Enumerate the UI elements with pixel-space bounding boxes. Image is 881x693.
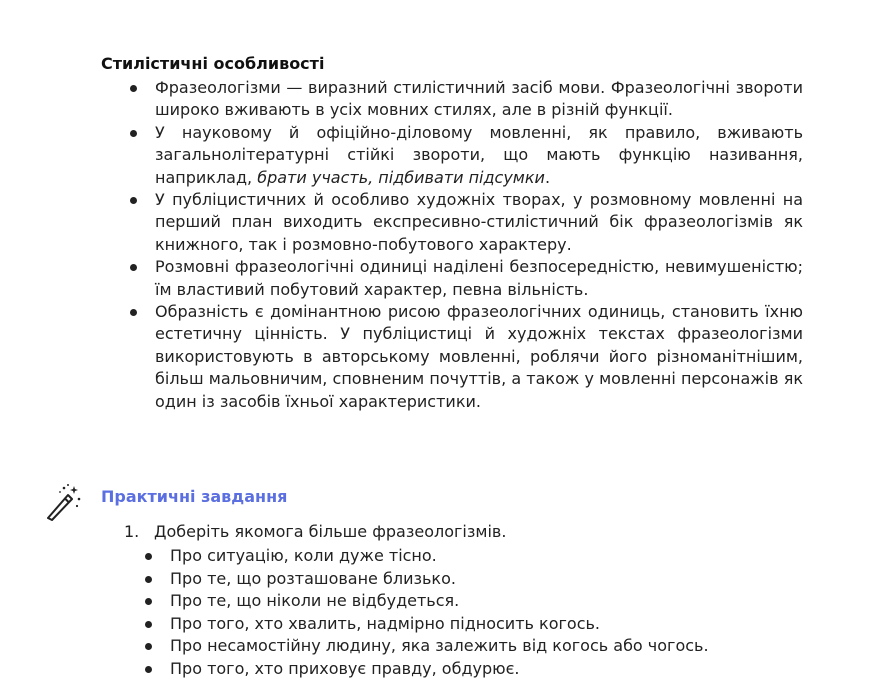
bullet-icon	[145, 666, 152, 673]
magic-wand-icon	[44, 482, 84, 522]
list-item-text: Розмовні фразеологічні одиниці наділені безпосередністю, невимушеністю; їм властивий побутовий характер, певна вільність.	[155, 257, 803, 299]
task-item	[124, 521, 506, 543]
list-item-text-end: .	[544, 167, 551, 187]
bullet-icon	[130, 130, 137, 137]
task-number: 1.	[124, 522, 140, 541]
list-item-text: Про несамостійну людину, яка залежить від когось або чогось.	[170, 636, 709, 656]
list-item	[140, 613, 709, 636]
list-item-text: Образність є домінантною рисою фразеологічних одиниць, становить їхню естетичну цінність. У публіцистиці й художніх текстах фразеологізми використовують в авторському мовленні, роблячи його різноманітнішим, більш мальовничим, сповненим почуттів, а також у мовленні персонажів як один із засобів їхньої характеристики.	[155, 302, 803, 411]
bullet-icon	[130, 85, 137, 92]
bullet-icon	[145, 598, 152, 605]
list-item-text: У науковому й офіційно-діловому мовленні, як правило, вживають загальнолітературні стійкі звороти, що мають функцію називання, наприклад,	[155, 122, 803, 187]
section-title-stylistic: Стилістичні особливості	[101, 54, 325, 73]
list-item-text: Про того, хто приховує правду, обдурює.	[170, 658, 520, 678]
list-item-text: Про те, що ніколи не відбудеться.	[170, 591, 460, 611]
list-item	[140, 658, 709, 681]
list-item	[100, 77, 803, 122]
list-item	[100, 256, 803, 301]
section-title-practice: Практичні завдання	[101, 487, 288, 506]
list-item-text: Про ситуацію, коли дуже тісно.	[170, 546, 437, 565]
bullet-icon	[145, 553, 152, 560]
list-item	[100, 301, 803, 413]
list-item	[140, 590, 709, 613]
bullet-icon	[130, 309, 137, 316]
list-item-text: Фразеологізми — виразний стилістичний засіб мови. Фразеологічні звороти широко вживають в усіх мовних стилях, але в різній функції.	[155, 78, 803, 120]
list-item-text: Про те, що розташоване близько.	[170, 568, 456, 588]
list-item	[140, 545, 709, 568]
bullet-icon	[145, 643, 152, 650]
task-sublist	[140, 545, 709, 681]
bullet-icon	[145, 621, 152, 628]
task-text: Доберіть якомога більше фразеологізмів.	[154, 522, 507, 541]
bullet-icon	[130, 264, 137, 271]
list-item	[140, 568, 709, 591]
list-item	[140, 635, 709, 658]
list-item-example: брати участь, підбивати підсумки	[257, 167, 545, 187]
list-item	[100, 122, 803, 189]
list-item	[100, 189, 803, 256]
list-item-text: Про того, хто хвалить, надмірно підносить когось.	[170, 613, 600, 633]
bullet-icon	[145, 576, 152, 583]
list-item-text: У публіцистичних й особливо художніх творах, у розмовному мовленні на перший план виходить експресивно-стилістичний бік фразеологізмів як книжного, так і розмовно-побутового характеру.	[155, 190, 803, 254]
stylistic-bullet-list	[100, 77, 803, 413]
bullet-icon	[130, 197, 137, 204]
